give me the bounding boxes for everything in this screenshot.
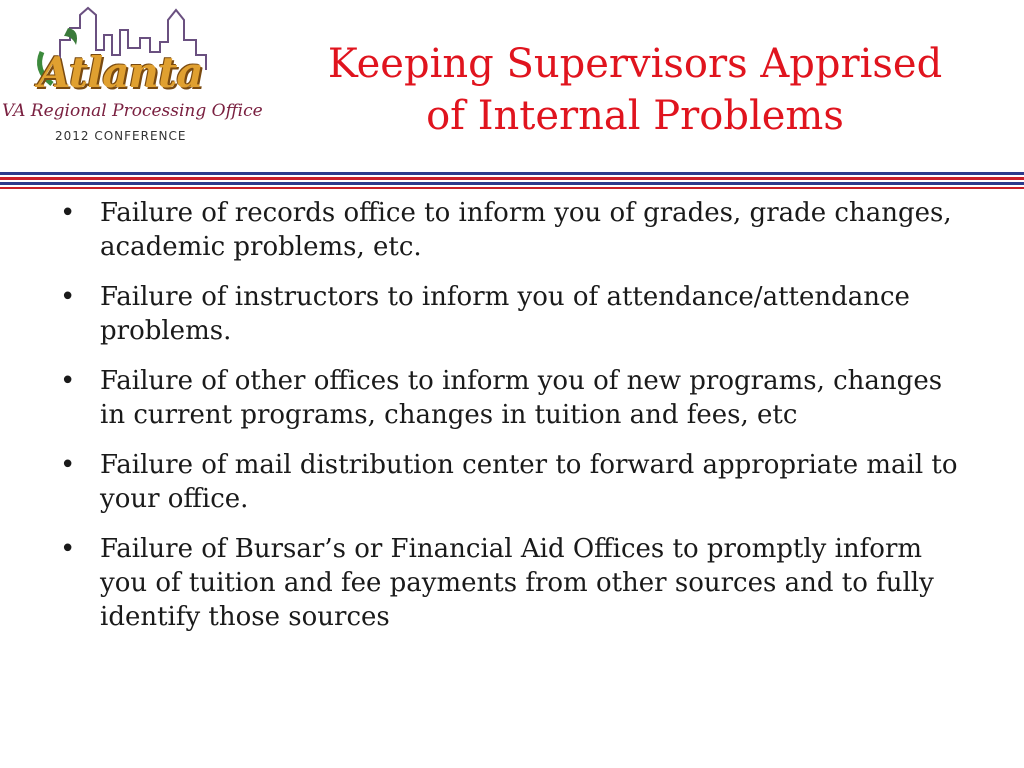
header-rule-red xyxy=(0,177,1024,180)
header-rule-blue xyxy=(0,172,1024,175)
bullet-icon: • xyxy=(60,198,76,228)
list-item xyxy=(60,364,960,432)
logo-conference-line: 2012 CONFERENCE xyxy=(55,129,187,143)
header-rule-blue xyxy=(0,182,1024,185)
list-item xyxy=(60,448,960,516)
bullet-text: Failure of mail distribution center to forward appropriate mail to your office. xyxy=(100,450,958,514)
slide-title xyxy=(250,38,1020,142)
bullet-icon: • xyxy=(60,366,76,396)
bullet-list xyxy=(60,196,960,650)
bullet-icon: • xyxy=(60,534,76,564)
bullet-text: Failure of instructors to inform you of attendance/attendance problems. xyxy=(100,282,910,346)
slide-title-line-2: of Internal Problems xyxy=(426,93,844,139)
bullet-icon: • xyxy=(60,282,76,312)
header-rule-red xyxy=(0,187,1024,189)
slide-title-line-1: Keeping Supervisors Apprised xyxy=(327,41,943,87)
list-item xyxy=(60,196,960,264)
logo-office-line: VA Regional Processing Office xyxy=(2,101,263,121)
bullet-text: Failure of other offices to inform you of new programs, changes in current programs, changes in tuition and fees, etc xyxy=(100,366,943,430)
conference-logo xyxy=(0,0,263,170)
list-item xyxy=(60,532,960,634)
bullet-text: Failure of Bursar’s or Financial Aid Offices to promptly inform you of tuition and fee payments from other sources and to fully identify those sources xyxy=(100,534,934,632)
logo-city-word: Atlanta xyxy=(38,48,203,97)
bullet-icon: • xyxy=(60,450,76,480)
list-item xyxy=(60,280,960,348)
bullet-text: Failure of records office to inform you of grades, grade changes, academic problems, etc. xyxy=(100,198,952,262)
